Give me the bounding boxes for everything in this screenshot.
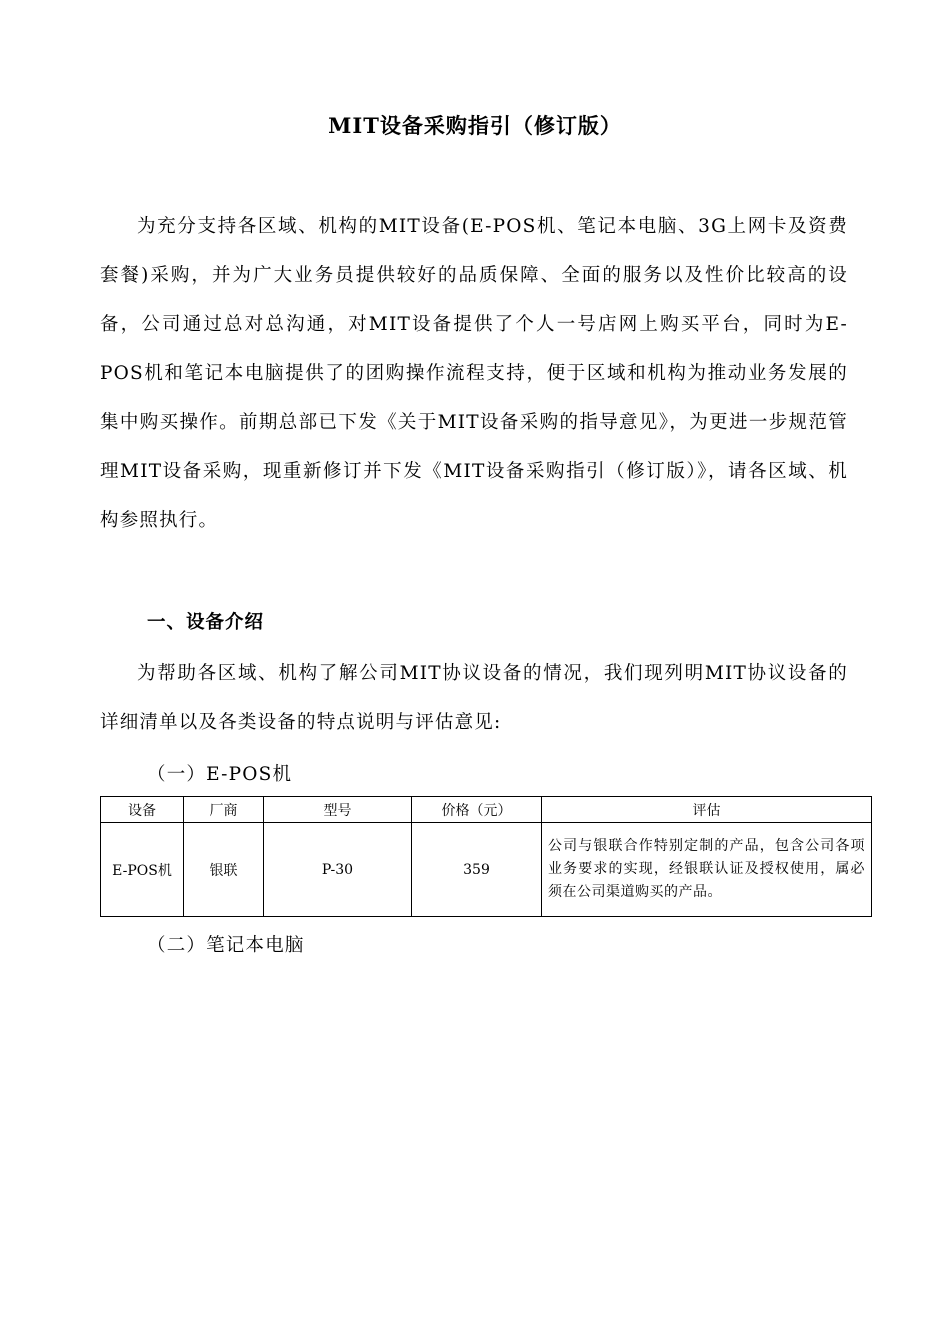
table-header-device: 设备 (101, 797, 184, 823)
section-heading-device-intro: 一、设备介绍 (147, 612, 265, 633)
table-header-evaluation: 评估 (542, 797, 872, 823)
table-row (101, 823, 872, 917)
document-title: MIT设备采购指引（修订版） (328, 113, 622, 138)
device-intro-paragraph: 为帮助各区域、机构了解公司MIT协议设备的情况，我们现列明MIT协议设备的详细清单以及各类设备的特点说明与评估意见: (100, 663, 848, 733)
table-header-price: 价格（元） (412, 797, 542, 823)
table-header-model: 型号 (264, 797, 412, 823)
table-cell-model: P-30 (264, 823, 412, 917)
table-cell-evaluation: 公司与银联合作特别定制的产品，包含公司各项业务要求的实现，经银联认证及授权使用，属必须在公司渠道购买的产品。 (542, 823, 872, 917)
table-cell-vendor: 银联 (184, 823, 264, 917)
subsection-heading-laptop: （二）笔记本电脑 (147, 935, 305, 956)
table-cell-device: E-POS机 (101, 823, 184, 917)
table-header-row (101, 797, 872, 823)
table-header-vendor: 厂商 (184, 797, 264, 823)
epos-device-table (100, 796, 872, 917)
subsection-heading-epos: （一）E-POS机 (147, 764, 293, 785)
table-cell-price: 359 (412, 823, 542, 917)
intro-paragraph: 为充分支持各区域、机构的MIT设备(E-POS机、笔记本电脑、3G上网卡及资费套餐)采购，并为广大业务员提供较好的品质保障、全面的服务以及性价比较高的设备，公司通过总对总沟通，对MIT设备提供了个人一号店网上购买平台，同时为E-POS机和笔记本电脑提供了的团购操作流程支持，便于区域和机构为推动业务发展的集中购买操作。前期总部已下发《关于MIT设备采购的指导意见》，为更进一步规范管理MIT设备采购，现重新修订并下发《MIT设备采购指引（修订版）》，请各区域、机构参照执行。 (100, 216, 848, 531)
